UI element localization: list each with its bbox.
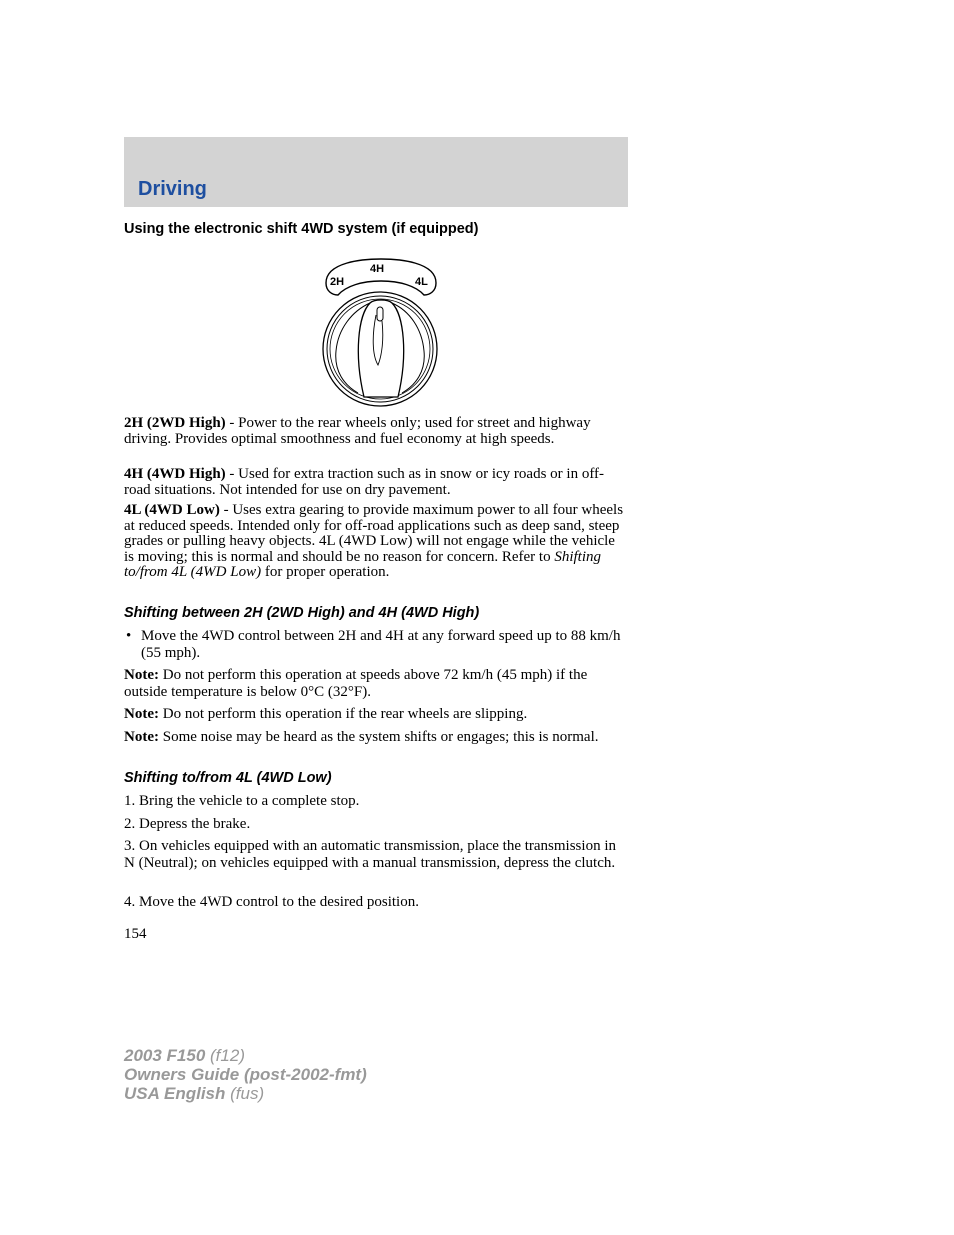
footer-model-code: (f12) xyxy=(205,1046,245,1065)
mode-term: 4H (4WD High) xyxy=(124,466,226,482)
footer-guide: Owners Guide (post-2002-fmt) xyxy=(124,1065,367,1084)
4wd-dial-illustration xyxy=(318,255,444,409)
footer-language: USA English xyxy=(124,1084,226,1103)
dial-pointer-indicator xyxy=(377,307,383,321)
bullet-item xyxy=(124,628,628,661)
footer-model: 2003 F150 xyxy=(124,1046,206,1065)
subsection-title-2h-4h: Shifting between 2H (2WD High) and 4H (4WD High) xyxy=(124,605,480,621)
dial-label-4h: 4H xyxy=(370,263,385,275)
mode-term: 4L (4WD Low) xyxy=(124,502,220,518)
document-footer xyxy=(124,1046,367,1103)
bullet-icon: • xyxy=(126,628,132,644)
step-item: 3. On vehicles equipped with an automatic transmission, place the transmission in N (Neutral); on vehicles equipped with a manual transmission, depress the clutch. xyxy=(124,838,616,871)
section-title: Using the electronic shift 4WD system (if equipped) xyxy=(124,221,479,237)
step-item: 2. Depress the brake. xyxy=(124,816,251,832)
step-item: 4. Move the 4WD control to the desired position. xyxy=(124,894,419,910)
chapter-title: Driving xyxy=(138,178,207,200)
step-item: 1. Bring the vehicle to a complete stop. xyxy=(124,793,360,809)
note-text: Do not perform this operation if the rear wheels are slipping. xyxy=(158,706,528,722)
note-label: Note: xyxy=(124,729,159,745)
mode-description: - Uses extra gearing to provide maximum power to all four wheels at reduced speeds. Intended only for off-road applications such as deep sand, steep grades or pulling heavy objects. 4L (4WD Low) will not engage while the vehicle is moving; this is normal and should be no reason for concern. Refer to xyxy=(124,502,624,565)
mode-description-end: for proper operation. xyxy=(261,564,390,580)
page-number: 154 xyxy=(124,926,147,942)
note-paragraph xyxy=(124,706,628,723)
mode-description: - Power to the rear wheels only; used for street and highway driving. Provides optimal smoothness and fuel economy at high speeds. xyxy=(124,415,591,447)
chapter-header xyxy=(124,137,628,207)
bullet-text: Move the 4WD control between 2H and 4H at any forward speed up to 88 km/h (55 mph). xyxy=(141,628,621,661)
footer-line-language xyxy=(124,1084,367,1103)
mode-2h-paragraph xyxy=(124,416,628,447)
footer-line-guide xyxy=(124,1065,367,1084)
note-label: Note: xyxy=(124,667,159,683)
dial-label-2h: 2H xyxy=(330,276,345,288)
mode-4l-paragraph xyxy=(124,503,628,581)
mode-term: 2H (2WD High) xyxy=(124,415,226,431)
dial-label-4l: 4L xyxy=(415,276,428,288)
footer-line-model xyxy=(124,1046,367,1065)
mode-4h-paragraph xyxy=(124,467,628,498)
mode-description: - Used for extra traction such as in snow or icy roads or in off-road situations. Not intended for use on dry pavement. xyxy=(124,466,605,498)
cross-reference: Shifting to/from 4L (4WD Low) xyxy=(124,548,601,580)
note-text: Do not perform this operation at speeds above 72 km/h (45 mph) if the outside temperature is below 0°C (32°F). xyxy=(124,667,588,700)
note-text: Some noise may be heard as the system shifts or engages; this is normal. xyxy=(158,729,599,745)
footer-language-code: (fus) xyxy=(225,1084,265,1103)
subsection-title-4l: Shifting to/from 4L (4WD Low) xyxy=(124,770,332,786)
note-paragraph xyxy=(124,667,628,700)
note-label: Note: xyxy=(124,706,159,722)
note-paragraph xyxy=(124,729,628,746)
